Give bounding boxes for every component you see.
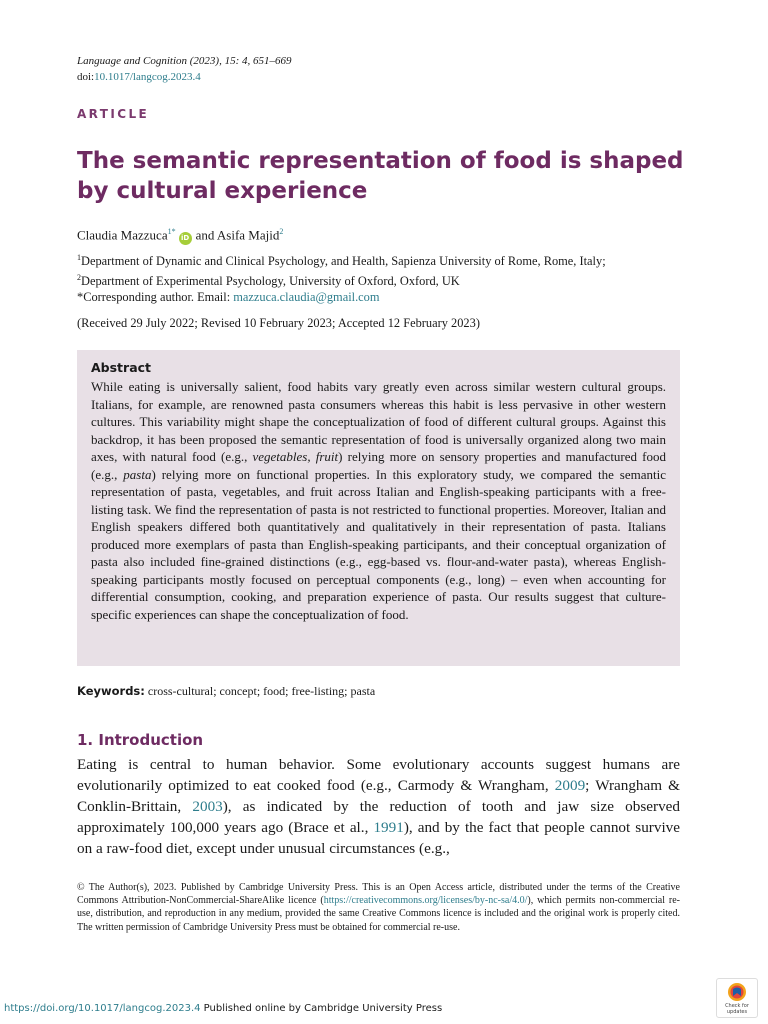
affiliation-sup: 2: [77, 272, 81, 282]
abstract-box: [77, 350, 680, 666]
check-for-updates-badge[interactable]: [716, 978, 758, 1018]
page-footer: [4, 1003, 442, 1014]
keywords-label: Keywords:: [77, 684, 145, 698]
author-name[interactable]: Claudia Mazzuca: [77, 227, 168, 243]
license-segment: ), which permits non-commercial re-use, distribution, and reproduction in any medium, provided the same Creative Commons licence is included and the original work is properly cited. The written permission of Cambridge University Press must be obtained for commercial re-use.: [77, 895, 681, 933]
keywords-text: cross-cultural; concept; food; free-listing; pasta: [144, 684, 376, 698]
abstract-segment: While eating is universally salient, food habits vary greatly even across similar western cultural groups. Italians, for example, are renowned pasta consumers whereas this habit is less pervasive in other western cultures. This variability might shape the conceptualization of food of different cultural groups. Against this backdrop, it has been proposed the semantic representation of food is universally organized along two main axes, with natural food (e.g.,: [91, 379, 666, 464]
footer-doi-link[interactable]: https://doi.org/10.1017/langcog.2023.4: [4, 1003, 201, 1014]
article-type-label: ARTICLE: [77, 107, 150, 121]
abstract-italic: pasta: [123, 466, 152, 482]
doi-link[interactable]: 10.1017/langcog.2023.4: [94, 71, 201, 83]
footer-published: Published online by Cambridge University Press: [200, 1003, 443, 1014]
citation-link[interactable]: 1991: [373, 819, 404, 836]
article-title: The semantic representation of food is shaped by cultural experience: [77, 148, 684, 204]
doi-prefix: doi:: [77, 71, 95, 83]
doi-line: [77, 69, 201, 85]
author-list: [77, 223, 283, 245]
abstract-segment: ) relying more on sensory properties and manufactured food (e.g.,: [91, 449, 667, 482]
email-link[interactable]: mazzuca.claudia@gmail.com: [233, 290, 380, 305]
affiliation-1: [77, 250, 697, 270]
affiliation-sup: 1: [77, 253, 81, 262]
check-updates-line2: updates: [726, 1009, 748, 1015]
affiliation-text: Department of Experimental Psychology, University of Oxford, Oxford, UK: [81, 273, 460, 288]
license-notice: [77, 881, 680, 934]
intro-segment: Eating is central to human behavior. Some evolutionary accounts suggest humans are evolutionarily optimized to eat cooked food (e.g., Carmody & Wrangham,: [77, 756, 680, 794]
journal-citation: Language and Cognition (2023), 15: 4, 651–669: [77, 55, 292, 67]
check-updates-line1: Check for: [725, 1003, 749, 1009]
keywords: [77, 683, 375, 699]
abstract-italic: vegetables, fruit: [252, 449, 339, 464]
author-connector[interactable]: and Asifa Majid: [195, 227, 280, 243]
introduction-paragraph: [77, 754, 680, 859]
section-heading-introduction: 1. Introduction: [77, 731, 204, 749]
citation-link[interactable]: 2009: [554, 777, 586, 794]
check-updates-icon: [727, 982, 747, 1002]
author-superscript: 2: [279, 227, 284, 236]
orcid-icon[interactable]: iD: [179, 232, 192, 245]
citation-link[interactable]: 2003: [192, 798, 223, 815]
corresponding-label: *Corresponding author. Email:: [77, 290, 234, 305]
abstract-text: [91, 378, 666, 623]
affiliation-2: [77, 270, 697, 290]
license-link[interactable]: https://creativecommons.org/licenses/by-nc-sa/4.0/: [323, 895, 528, 907]
author-superscript: 1*: [167, 227, 176, 236]
affiliation-text: Department of Dynamic and Clinical Psychology, and Health, Sapienza University of Rome, Rome, Italy;: [81, 254, 606, 269]
abstract-segment: ) relying more on functional properties. In this exploratory study, we compared the semantic representation of pasta, vegetables, and fruit across Italian and English-speaking participants with a free-listing task. We find the representation of pasta is not restricted to functional properties. Moreover, Italian and English speakers differed both quantitatively and qualitatively in their representation of pasta. Italians produced more exemplars of pasta than English-speaking participants, and their conceptual organization of pasta also included fine-grained distinctions (e.g., egg-based vs. flour-and-water pasta), whereas English-speaking participants mostly focused on perceptual components (e.g., long) – even when accounting for differential consumption, cooking, and preparation experience of pasta. Our results suggest that culture-specific experiences can shape the conceptualization of food.: [91, 466, 667, 622]
received-dates: (Received 29 July 2022; Revised 10 February 2023; Accepted 12 February 2023): [77, 316, 480, 330]
abstract-heading: Abstract: [91, 360, 152, 375]
affiliations: [77, 250, 697, 306]
intro-segment: ), as indicated by the reduction of tooth and jaw size observed approximately 100,000 years ago (Brace et al.,: [77, 798, 680, 836]
license-segment: © The Author(s), 2023. Published by Cambridge University Press. This is an Open Access article, distributed under the terms of the Creative Commons Attribution-NonCommercial-ShareAlike licence (: [77, 882, 680, 907]
intro-segment: ), and by the fact that people cannot survive on a raw-food diet, except under unusual circumstances (e.g.,: [77, 819, 680, 857]
corresponding-author: [77, 289, 697, 306]
intro-segment: ; Wrangham & Conklin-Brittain,: [77, 777, 680, 815]
